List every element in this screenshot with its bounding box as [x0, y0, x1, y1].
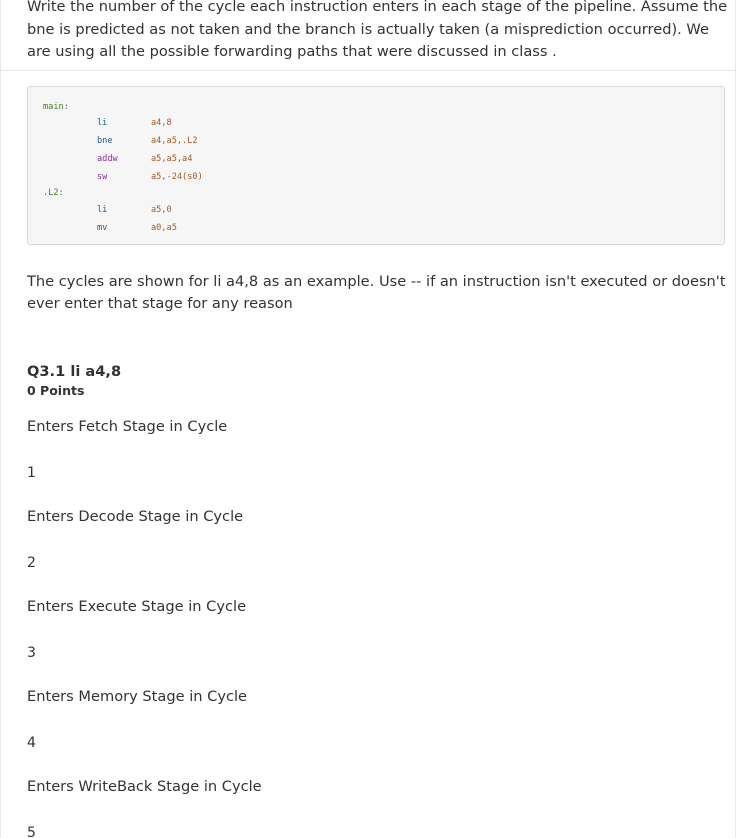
code-op: li	[97, 118, 108, 128]
code-op: li	[97, 205, 108, 215]
writeback-stage-label: Enters WriteBack Stage in Cycle	[27, 778, 262, 795]
code-args: a0,a5	[151, 223, 177, 233]
execute-stage-value: 3	[27, 645, 36, 661]
code-op: mv	[97, 223, 108, 233]
memory-stage-value: 4	[27, 735, 36, 751]
code-args: a5,-24(s0)	[151, 172, 203, 182]
decode-stage-label: Enters Decode Stage in Cycle	[27, 508, 244, 525]
fetch-stage-label: Enters Fetch Stage in Cycle	[27, 418, 228, 435]
code-args: a4,8	[151, 118, 172, 128]
code-block	[27, 86, 725, 245]
code-label-l2: .L2:	[43, 188, 64, 198]
section-divider	[1, 70, 736, 71]
question-points: 0 Points	[27, 383, 85, 398]
code-op: bne	[97, 136, 113, 146]
code-args: a5,0	[151, 205, 172, 215]
writeback-stage-value: 5	[27, 825, 36, 838]
code-op: addw	[97, 154, 118, 164]
code-op: sw	[97, 172, 108, 182]
question-title: Q3.1 li a4,8	[27, 363, 122, 380]
code-args: a5,a5,a4	[151, 154, 193, 164]
code-label-main: main:	[43, 102, 69, 112]
question-intro: Write the number of the cycle each instruction enters in each stage of the pipeline. Assume the bne is predicted as not taken and the branch is actually taken (a misprediction occurred). We are using all the possible forwarding paths that were discussed in class .	[27, 0, 728, 60]
decode-stage-value: 2	[27, 555, 36, 571]
memory-stage-label: Enters Memory Stage in Cycle	[27, 688, 248, 705]
fetch-stage-value: 1	[27, 465, 36, 481]
code-args: a4,a5,.L2	[151, 136, 198, 146]
instruction-note: The cycles are shown for li a4,8 as an example. Use -- if an instruction isn't executed or doesn't ever enter that stage for any reason	[27, 273, 726, 312]
execute-stage-label: Enters Execute Stage in Cycle	[27, 598, 247, 615]
